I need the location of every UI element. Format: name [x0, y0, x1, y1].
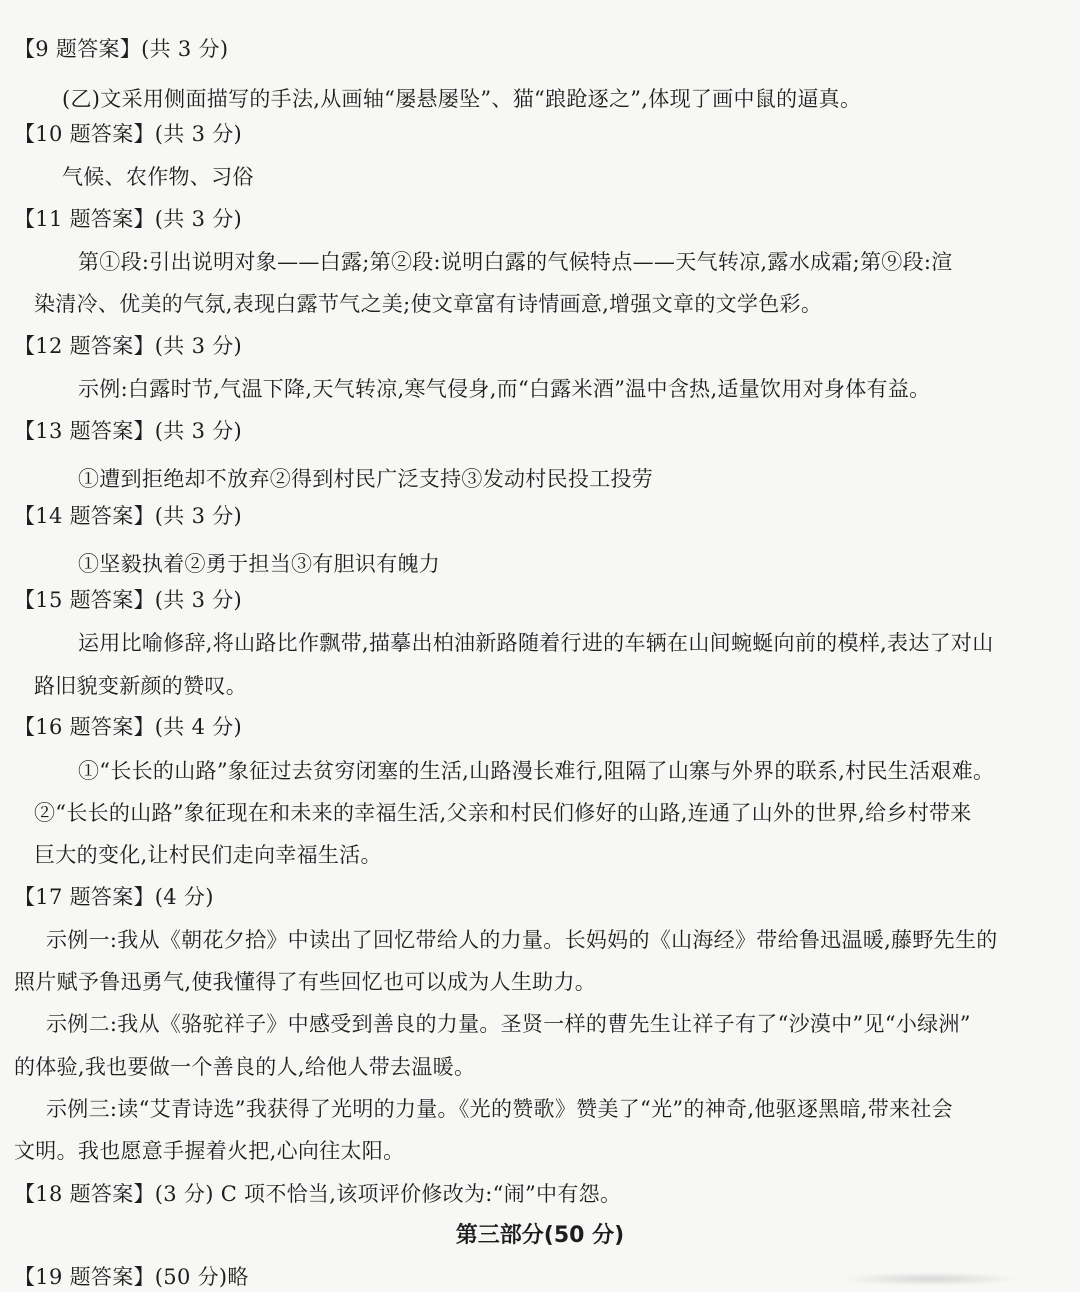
answer-19-heading: 【19 题答案】(50 分)略 — [14, 1265, 249, 1289]
answer-11-text-2: 染清冷、优美的气氛,表现白露节气之美;使文章富有诗情画意,增强文章的文学色彩。 — [34, 292, 823, 316]
answer-17-example-1-b: 照片赋予鲁迅勇气,使我懂得了有些回忆也可以成为人生助力。 — [14, 970, 597, 994]
answer-15-text-2: 路旧貌变新颜的赞叹。 — [34, 674, 247, 698]
answer-16-text-2: ②“长长的山路”象征现在和未来的幸福生活,父亲和村民们修好的山路,连通了山外的世界,给乡村带来 — [34, 801, 972, 825]
answer-17-example-1-a: 示例一:我从《朝花夕拾》中读出了回忆带给人的力量。长妈妈的《山海经》带给鲁迅温暖,藤野先生的 — [46, 928, 998, 952]
answer-13-heading: 【13 题答案】(共 3 分) — [14, 419, 242, 443]
answer-17-example-3-a: 示例三:读“艾青诗选”我获得了光明的力量。《光的赞歌》赞美了“光”的神奇,他驱逐黑暗,带来社会 — [46, 1097, 953, 1121]
scan-smudge — [840, 1272, 1020, 1286]
answer-11-heading: 【11 题答案】(共 3 分) — [14, 207, 242, 231]
section-title: 第三部分(50 分) — [455, 1223, 625, 1248]
answer-18-heading: 【18 题答案】(3 分) C 项不恰当,该项评价修改为:“闹”中有怨。 — [14, 1182, 622, 1206]
answer-9-heading: 【9 题答案】(共 3 分) — [14, 37, 229, 61]
answer-11-text-1: 第①段:引出说明对象——白露;第②段:说明白露的气候特点——天气转凉,露水成霜;第⑨段:渲 — [78, 250, 953, 274]
answer-10-text: 气候、农作物、习俗 — [62, 165, 254, 189]
answer-17-example-2-b: 的体验,我也要做一个善良的人,给他人带去温暖。 — [14, 1055, 476, 1079]
answer-17-heading: 【17 题答案】(4 分) — [14, 885, 214, 909]
answer-9-text: (乙)文采用侧面描写的手法,从画轴“屡悬屡坠”、猫“踉跄逐之”,体现了画中鼠的逼真。 — [62, 87, 862, 111]
answer-17-example-3-b: 文明。我也愿意手握着火把,心向往太阳。 — [14, 1139, 405, 1163]
answer-16-text-1: ①“长长的山路”象征过去贫穷闭塞的生活,山路漫长难行,阻隔了山寨与外界的联系,村民生活艰难。 — [78, 759, 995, 783]
answer-14-heading: 【14 题答案】(共 3 分) — [14, 504, 242, 528]
answer-16-text-3: 巨大的变化,让村民们走向幸福生活。 — [34, 843, 382, 867]
answer-14-text: ①坚毅执着②勇于担当③有胆识有魄力 — [78, 552, 441, 576]
answer-15-text-1: 运用比喻修辞,将山路比作飘带,描摹出柏油新路随着行进的车辆在山间蜿蜒向前的模样,表达了对山 — [78, 631, 994, 655]
answer-10-heading: 【10 题答案】(共 3 分) — [14, 122, 242, 146]
answer-12-heading: 【12 题答案】(共 3 分) — [14, 334, 242, 358]
answer-15-heading: 【15 题答案】(共 3 分) — [14, 588, 242, 612]
answer-12-text: 示例:白露时节,气温下降,天气转凉,寒气侵身,而“白露米酒”温中含热,适量饮用对身体有益。 — [78, 377, 931, 401]
answer-16-heading: 【16 题答案】(共 4 分) — [14, 715, 242, 739]
answer-17-example-2-a: 示例二:我从《骆驼祥子》中感受到善良的力量。圣贤一样的曹先生让祥子有了“沙漠中”见“小绿洲” — [46, 1012, 971, 1036]
answer-13-text: ①遭到拒绝却不放弃②得到村民广泛支持③发动村民投工投劳 — [78, 467, 654, 491]
